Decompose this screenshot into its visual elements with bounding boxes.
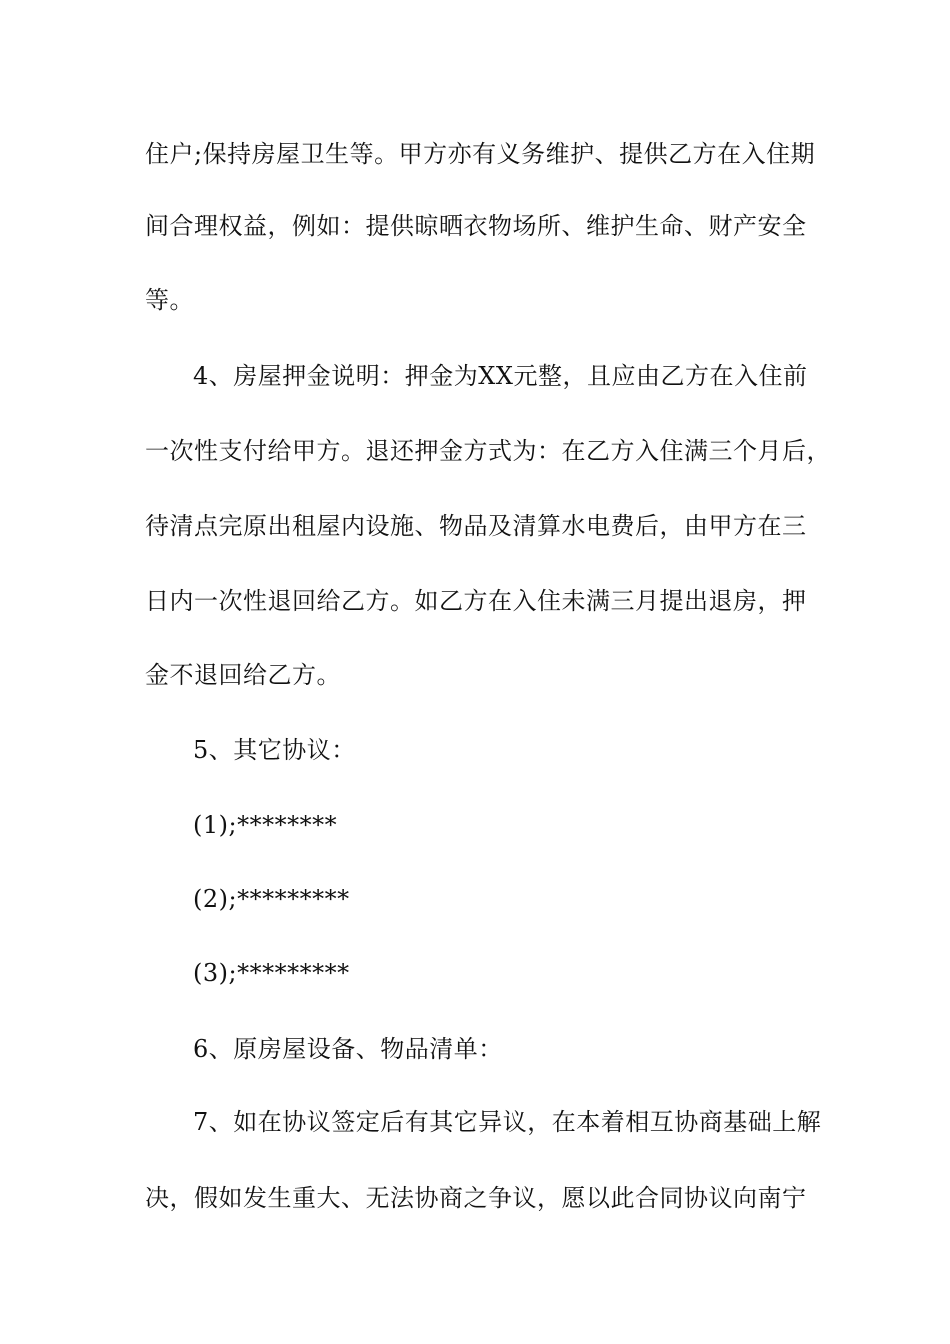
paragraph-line: 金不退回给乙方。 [145,661,341,689]
clause-4-line: 4、房屋押金说明：押金为XX元整，且应由乙方在入住前 [193,362,808,390]
paragraph-line: 一次性支付给甲方。退还押金方式为：在乙方入住满三个月后， [145,437,831,465]
sub-item-1: (1);******** [193,811,338,839]
paragraph-line: 住户;保持房屋卫生等。甲方亦有义务维护、提供乙方在入住期 [145,140,816,168]
clause-6-heading: 6、原房屋设备、物品清单： [193,1035,503,1063]
paragraph-line: 待清点完原出租屋内设施、物品及清算水电费后，由甲方在三 [145,512,807,540]
paragraph-line: 间合理权益，例如：提供晾晒衣物场所、维护生命、财产安全 [145,212,807,240]
clause-5-heading: 5、其它协议： [193,736,356,764]
sub-item-2: (2);********* [193,885,350,913]
sub-item-3: (3);********* [193,959,350,987]
paragraph-line: 日内一次性退回给乙方。如乙方在入住未满三月提出退房，押 [145,587,807,615]
paragraph-line: 等。 [145,286,194,314]
paragraph-line: 决，假如发生重大、无法协商之争议，愿以此合同协议向南宁 [145,1184,807,1212]
clause-7-line: 7、如在协议签定后有其它异议，在本着相互协商基础上解 [193,1108,822,1136]
